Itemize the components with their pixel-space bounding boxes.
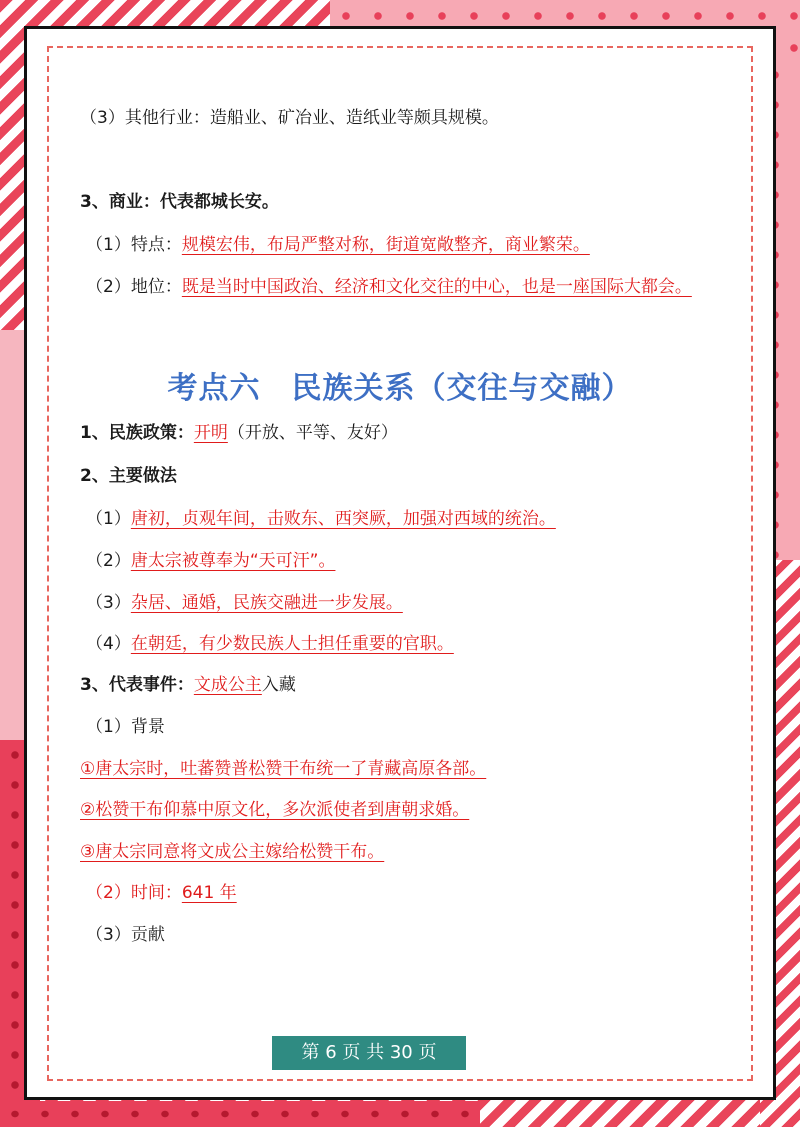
- practice-text: 在朝廷，有少数民族人士担任重要的官职。: [130, 634, 454, 654]
- commerce-status-label: （2）地位：: [86, 277, 182, 297]
- ethnic-policy: [80, 421, 398, 445]
- practice-item: [86, 632, 454, 656]
- event-label: 3、代表事件：: [80, 675, 194, 695]
- ethnic-policy-label: 1、民族政策：: [80, 423, 194, 443]
- practices-heading: 2、主要做法: [80, 466, 177, 486]
- commerce-status: [86, 275, 692, 299]
- section-title: 考点六 民族关系（交往与交融）: [167, 371, 633, 406]
- event-suffix: 入藏: [261, 675, 296, 695]
- commerce-feature: [86, 233, 590, 257]
- event-time-value: 641 年: [181, 883, 237, 903]
- ethnic-policy-note: （开放、平等、友好）: [227, 423, 398, 443]
- background-label: （1）背景: [86, 717, 165, 737]
- practice-number: （3）: [86, 593, 131, 613]
- event-value: 文成公主: [193, 675, 262, 695]
- industry-item-3: （3）其他行业：造船业、矿冶业、造纸业等颇具规模。: [80, 108, 499, 128]
- practice-text: 唐太宗被尊奉为“天可汗”。: [130, 551, 336, 571]
- practice-text: 唐初，贞观年间，击败东、西突厥，加强对西域的统治。: [130, 509, 556, 529]
- contribution-label: （3）贡献: [86, 925, 165, 945]
- event-time: [86, 881, 237, 905]
- event-time-label: （2）时间：: [86, 883, 182, 903]
- commerce-feature-label: （1）特点：: [86, 235, 182, 255]
- background-dots-bottom: [0, 1101, 480, 1127]
- background-item: ②松赞干布仰慕中原文化，多次派使者到唐朝求婚。: [80, 800, 470, 820]
- practice-number: （4）: [86, 634, 131, 654]
- commerce-status-value: 既是当时中国政治、经济和文化交往的中心，也是一座国际大都会。: [181, 277, 692, 297]
- commerce-heading: 3、商业：代表都城长安。: [80, 192, 279, 212]
- commerce-feature-value: 规模宏伟，布局严整对称，街道宽敞整齐，商业繁荣。: [181, 235, 590, 255]
- practice-item: [86, 591, 403, 615]
- ethnic-policy-value: 开明: [193, 423, 228, 443]
- practice-item: [86, 507, 556, 531]
- background-item: ①唐太宗时，吐蕃赞普松赞干布统一了青藏高原各部。: [80, 759, 487, 779]
- practice-item: [86, 549, 335, 573]
- page-number-badge: 第 6 页 共 30 页: [272, 1036, 466, 1070]
- practice-number: （1）: [86, 509, 131, 529]
- background-item: ③唐太宗同意将文成公主嫁给松赞干布。: [80, 842, 385, 862]
- practice-number: （2）: [86, 551, 131, 571]
- practice-text: 杂居、通婚，民族交融进一步发展。: [130, 593, 403, 613]
- event-heading: [80, 673, 296, 697]
